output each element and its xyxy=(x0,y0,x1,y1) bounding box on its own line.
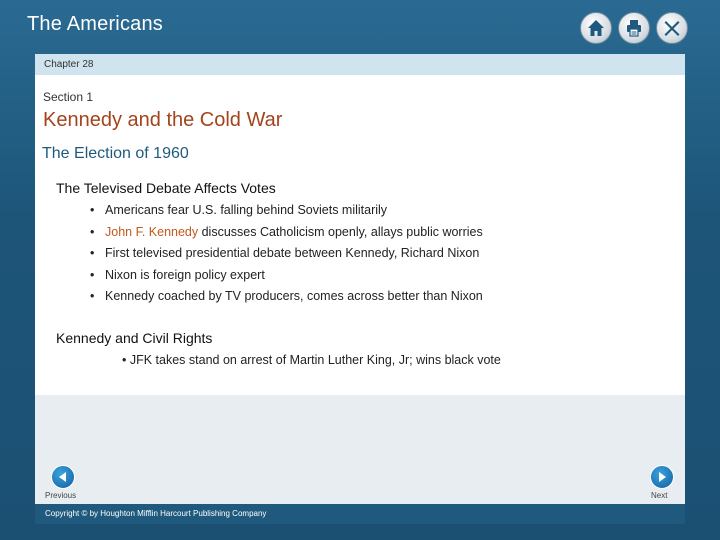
civil-rights-bullet-list xyxy=(122,350,501,370)
chapter-bar xyxy=(35,54,685,75)
debate-heading: The Televised Debate Affects Votes xyxy=(56,180,276,196)
bullet-item: • JFK takes stand on arrest of Martin Luther King, Jr; wins black vote xyxy=(122,353,501,367)
slide-content xyxy=(35,75,685,395)
close-button[interactable] xyxy=(656,12,688,44)
bullet-item: • Kennedy coached by TV producers, comes across better than Nixon xyxy=(90,286,483,308)
bullet-item: • John F. Kennedy discusses Catholicism openly, allays public worries xyxy=(90,222,483,244)
bullet-item: • Nixon is foreign policy expert xyxy=(90,265,483,287)
print-icon xyxy=(624,18,644,38)
debate-bullet-list xyxy=(90,200,483,308)
print-button[interactable] xyxy=(618,12,650,44)
next-button[interactable] xyxy=(650,465,674,489)
close-icon xyxy=(662,18,682,38)
section-label: Section 1 xyxy=(43,90,94,104)
footer-bar xyxy=(35,504,685,524)
bullet-item: • Americans fear U.S. falling behind Soviets militarily xyxy=(90,200,483,222)
bullet-item: • First televised presidential debate between Kennedy, Richard Nixon xyxy=(90,243,483,265)
previous-button[interactable] xyxy=(51,465,75,489)
civil-rights-heading: Kennedy and Civil Rights xyxy=(56,330,213,346)
previous-label[interactable]: Previous xyxy=(45,491,77,500)
slide-panel xyxy=(35,54,685,504)
arrow-right-icon xyxy=(656,471,668,483)
app-title: The Americans xyxy=(27,13,163,35)
kennedy-term-link[interactable]: John F. Kennedy xyxy=(105,224,199,239)
home-button[interactable] xyxy=(580,12,612,44)
top-toolbar xyxy=(580,12,688,44)
next-label[interactable]: Next xyxy=(651,491,668,500)
page-title: Kennedy and the Cold War xyxy=(43,109,283,131)
home-icon xyxy=(586,18,606,38)
arrow-left-icon xyxy=(57,471,69,483)
copyright-text: Copyright © by Houghton Mifflin Harcourt Publishing Company xyxy=(45,509,267,518)
page-subtitle: The Election of 1960 xyxy=(42,145,189,162)
chapter-label: Chapter 28 xyxy=(44,59,94,70)
